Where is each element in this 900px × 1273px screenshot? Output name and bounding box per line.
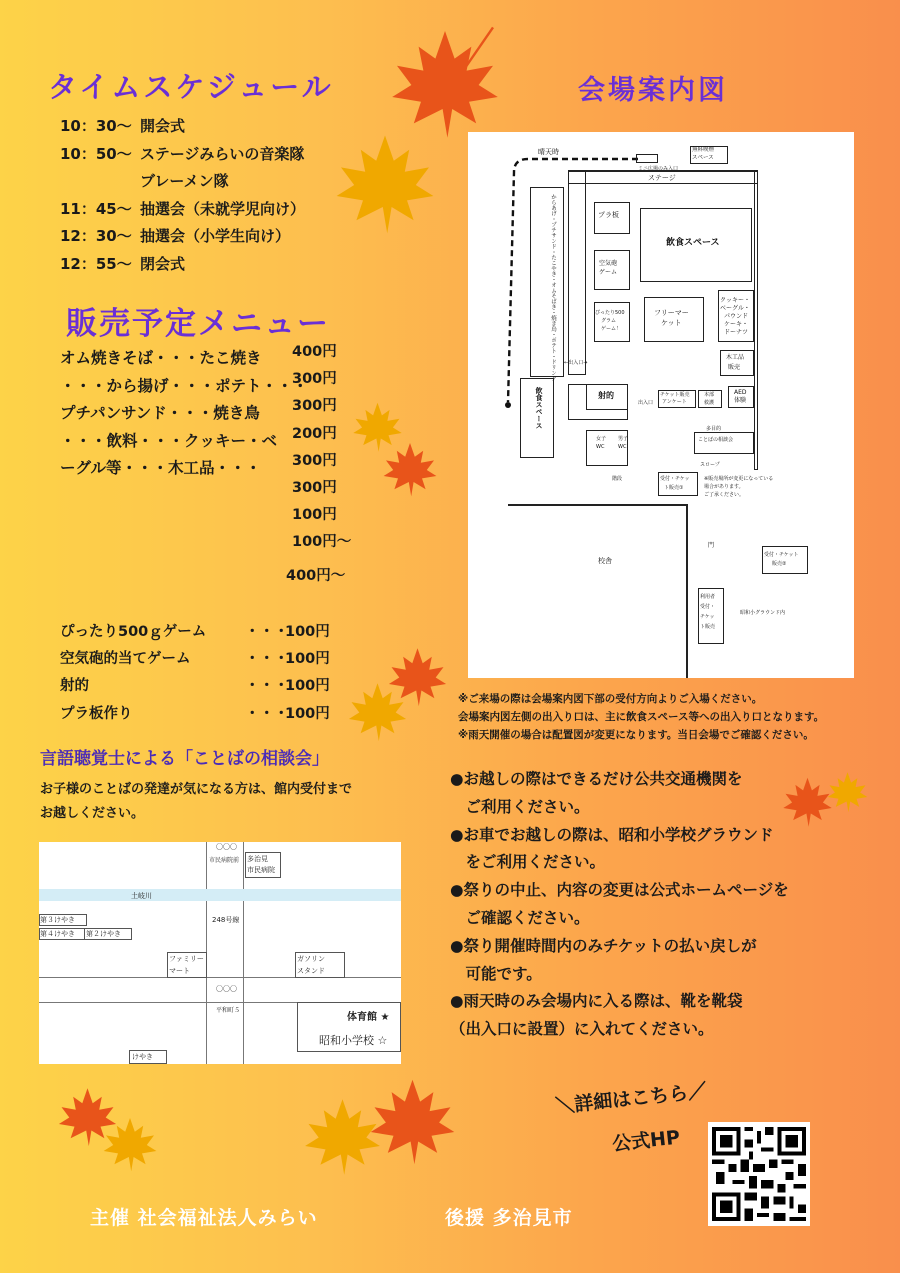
gate-label: 門 <box>708 542 715 549</box>
maple-leaf-icon <box>385 25 505 145</box>
maple-leaf-icon <box>100 1115 160 1175</box>
ticket-label: アンケート <box>662 399 687 405</box>
notice-line: ●祭り開催時間内のみチケットの払い戻しが <box>450 936 757 955</box>
entrance-label: 出入口 <box>638 400 654 406</box>
price: 100円～ <box>292 534 352 551</box>
aed-label: AED <box>734 389 747 396</box>
notice-line: ●祭りの中止、内容の変更は公式ホームページを <box>450 881 789 900</box>
menu-title: 販売予定メニュー <box>66 306 330 342</box>
consult-room-label: ことばの相談会 <box>698 437 734 443</box>
venue-map <box>468 132 854 678</box>
cookie-label: クッキー・ <box>720 297 751 304</box>
notice-line: 可能です。 <box>450 964 542 983</box>
wc-label: WC <box>596 444 605 450</box>
menu-line: オム焼きそば・・・たこ焼き <box>60 349 262 367</box>
menu-line: ・・・から揚げ・・・ポテト・・・ <box>60 376 309 395</box>
river-label: 土岐川 <box>131 892 152 900</box>
circle-label: 〇〇〇 <box>216 985 237 993</box>
cookie-label: ベーグル・ <box>720 305 750 312</box>
consult-text <box>40 778 352 826</box>
notice-line: ●雨天時のみ会場内に入る際は、靴を靴袋 <box>450 992 743 1011</box>
wc-label: 男子 <box>618 436 629 442</box>
pittari-label: ゲーム！ <box>601 326 622 332</box>
price: 300円 <box>292 371 337 388</box>
cookie-label: ドーナツ <box>724 329 748 336</box>
heiwa-label: 平和町５ <box>216 1007 241 1014</box>
aed-label: 体験 <box>734 397 747 404</box>
school-building-label: 校舎 <box>598 557 612 565</box>
cookie-label: ケーキ・ <box>724 321 749 328</box>
pittari-label: グラム <box>601 318 616 324</box>
exit-label: ←出入口→ <box>564 360 588 366</box>
venue-title: 会場案内図 <box>578 75 728 106</box>
reception1-label: ト販売① <box>664 485 684 491</box>
notice-line: ●お車でお越しの際は、昭和小学校グラウンド <box>450 825 774 844</box>
consult-title: 言語聴覚士による「ことばの相談会」 <box>40 749 329 769</box>
menu-items <box>60 345 308 483</box>
game-row: 射的 ・・・ 100円 <box>60 678 330 695</box>
cookie-label: パウンド <box>724 313 749 320</box>
gas-label: ガソリン <box>297 955 325 963</box>
change-note: ご了承ください。 <box>704 492 745 498</box>
official-hp-label[interactable]: 公式HP <box>611 1126 681 1156</box>
stage-label: ステージ <box>648 174 676 182</box>
notice-line: （出入口に設置）に入れてください。 <box>450 1020 714 1039</box>
consult-line: お越しください。 <box>40 806 145 821</box>
reception2-label: 受付・チケット <box>764 552 799 558</box>
notice-line: をご利用ください。 <box>450 853 606 872</box>
menu-line: ーグル等・・・木工品・・・ <box>60 459 262 477</box>
smoking-label: スペース <box>692 155 714 161</box>
organizer-label: 主催 社会福祉法人みらい <box>90 1207 318 1229</box>
smoking-label: 無料喫煙 <box>692 147 715 153</box>
venue-note: 会場案内図左側の出入り口は、主に飲食スペース等への出入り口となります。 <box>458 711 825 723</box>
woodwork-label: 木工品 <box>726 354 745 361</box>
flea-market-label: ケット <box>661 319 682 327</box>
wc-label: WC <box>618 444 627 450</box>
circle-label: 〇〇〇 <box>216 843 237 851</box>
puraita-label: プラ板 <box>598 211 619 219</box>
schedule-row: 12：30～ 抽選会（小学生向け） <box>60 227 291 245</box>
stalls-label: からあげ・プチサンド・たこやき・オムそばき・焼き鳥・ポテト・ドリンク <box>550 194 556 381</box>
keyaki-label: 第４けやき <box>40 930 75 938</box>
schedule-row: 10：30～ 開会式 <box>60 117 186 135</box>
maple-leaf-icon <box>330 130 440 240</box>
game-row: プラ板作り ・・・ 100円 <box>60 705 330 722</box>
venue-note: ※雨天開催の場合は配置図が変更になります。当日会場でご確認ください。 <box>458 729 814 741</box>
maple-leaf-icon <box>825 770 870 815</box>
keyaki-label: 第２けやき <box>86 930 121 938</box>
reception1-label: 受付・チケッ <box>660 476 690 482</box>
keyaki-label: けやき <box>132 1053 153 1061</box>
multipurpose-label: 多目的 <box>706 426 722 432</box>
notice-list <box>450 766 789 1044</box>
hq-label: 本部 <box>704 392 715 398</box>
maple-leaf-icon <box>345 680 410 745</box>
pittari-label: ぴったり500 <box>595 310 625 316</box>
eating-space-label: 飲食スペース <box>666 238 720 248</box>
slope-label: スロープ <box>700 462 720 468</box>
ground-label: 昭和小グラウンド内 <box>740 610 786 616</box>
gym-label: 体育館 ★ <box>347 1012 390 1023</box>
price: 200円 <box>292 425 337 442</box>
schedule-row: 10：50～ ステージみらいの音楽隊 <box>60 144 305 163</box>
change-note: ※販売場所が変更になっている <box>704 476 774 482</box>
price: 400円 <box>292 344 337 360</box>
store-label: マート <box>169 967 190 975</box>
schedule-row: 11：45～ 抽選会（未就学児向け） <box>60 199 306 218</box>
eating-space-label: 飲食スペース <box>535 387 543 429</box>
schedule-row: ブレーメン隊 <box>140 172 229 190</box>
wc-label: 女子 <box>596 436 607 442</box>
notice-line: ●お越しの際はできるだけ公共交通機関を <box>450 770 743 788</box>
schedule-row: 12：55～ 閉会式 <box>60 254 186 273</box>
schedule-list <box>60 113 305 278</box>
notice-line: ご確認ください。 <box>450 908 590 927</box>
game-row: 空気砲的当てゲーム ・・・ 100円 <box>60 651 330 668</box>
venue-notes <box>458 690 824 744</box>
ticket-label: チケット販売 <box>660 392 690 398</box>
shooting-label: 射的 <box>598 391 614 400</box>
user-reception-label: ト販売 <box>700 624 716 630</box>
user-reception-label: チケッ <box>700 614 715 620</box>
price: 300円 <box>292 398 337 415</box>
ramp-label: ミニ広場のみ入口 <box>638 166 679 172</box>
air-cannon-label: 空気砲 <box>599 260 618 267</box>
maple-leaf-icon <box>365 1075 460 1170</box>
stairs-label: 階段 <box>612 476 623 482</box>
price: 300円 <box>292 452 337 469</box>
gas-label: スタンド <box>297 967 325 975</box>
route-label: 248号線 <box>212 916 240 924</box>
user-reception-label: 受付・ <box>700 604 716 610</box>
change-note: 場合があります。 <box>704 484 744 490</box>
access-map <box>39 842 401 1064</box>
hospital-label: 多治見 <box>247 855 268 863</box>
price: 100円 <box>292 507 337 524</box>
hospital-label: 市民病院 <box>247 866 275 874</box>
qr-code-icon[interactable] <box>708 1122 810 1226</box>
store-label: ファミリー <box>169 955 204 963</box>
menu-line: プチパンサンド・・・焼き鳥 <box>60 404 260 422</box>
user-reception-label: 利用者 <box>700 594 716 600</box>
menu-line: ・・・飲料・・・クッキー・ベ <box>60 431 278 450</box>
menu-prices <box>286 339 352 590</box>
keyaki-label: 第３けやき <box>40 916 75 924</box>
detail-heading: ＼詳細はこちら／ <box>554 1080 708 1118</box>
hq-label: 救護 <box>704 400 715 406</box>
venue-note: ※ご来場の際は会場案内図下部の受付方向よりご入場ください。 <box>458 693 763 705</box>
woodwork-label: 販売 <box>728 364 741 371</box>
hospital-front-label: 市民病院前 <box>209 857 240 864</box>
consult-line: お子様のことばの発達が気になる方は、館内受付まで <box>40 782 353 797</box>
air-cannon-label: ゲーム <box>599 269 618 276</box>
support-label: 後援 多治見市 <box>445 1207 573 1229</box>
maple-leaf-icon <box>380 440 440 500</box>
school-label: 昭和小学校 ☆ <box>319 1034 388 1047</box>
price: 300円 <box>292 480 337 497</box>
schedule-title: タイムスケジュール <box>48 70 334 104</box>
game-list <box>60 619 330 728</box>
reception2-label: 販売② <box>772 561 787 567</box>
game-row: ぴったり500ｇゲーム ・・・ 100円 <box>60 624 330 640</box>
price: 400円～ <box>286 567 346 584</box>
fine-weather-label: 晴天時 <box>538 148 559 156</box>
notice-line: ご利用ください。 <box>450 797 590 816</box>
flea-market-label: フリーマー <box>654 309 689 317</box>
